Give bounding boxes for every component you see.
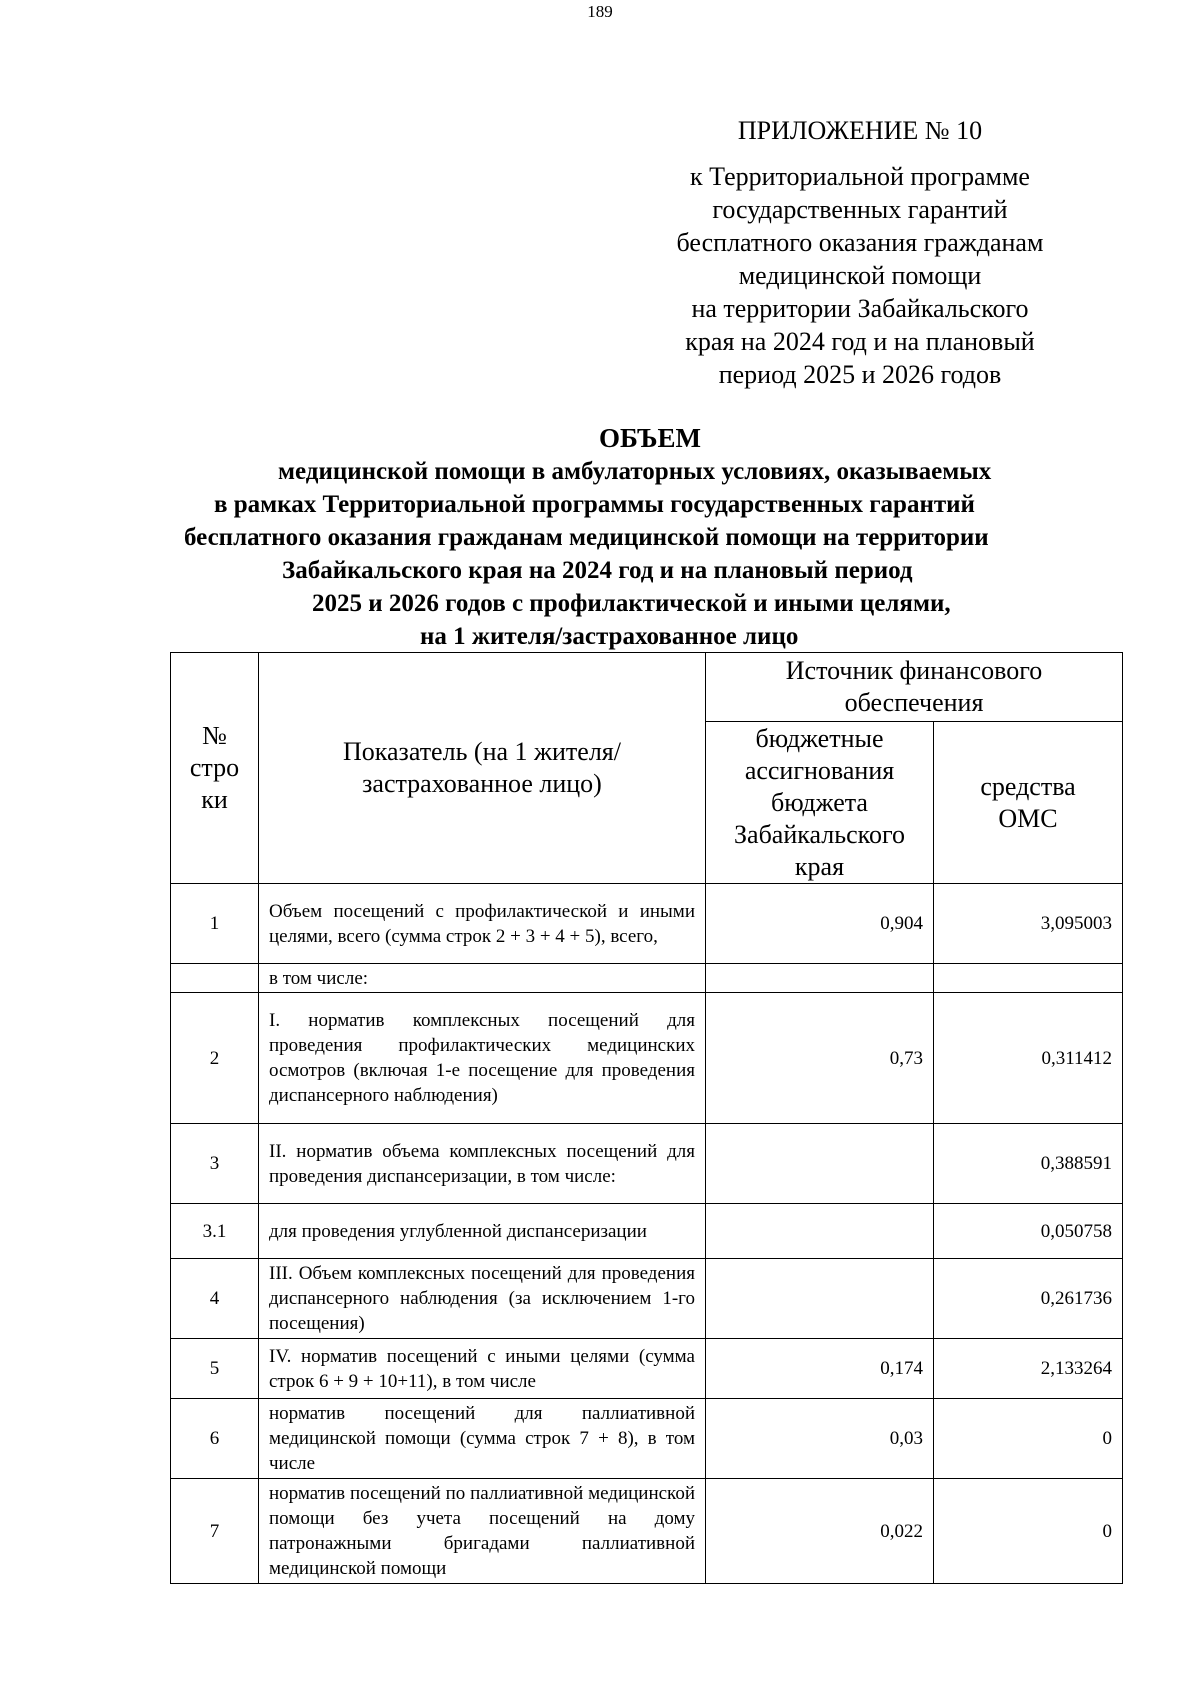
row-number: 2 xyxy=(171,993,259,1124)
appendix-line: края на 2024 год и на плановый xyxy=(685,327,1035,356)
row-indicator: Объем посещений с профилактической и иными целями, всего (сумма строк 2 + 3 + 4 + 5), всего, xyxy=(259,884,706,964)
row-oms-value xyxy=(934,964,1123,993)
row-budget-value xyxy=(706,1204,934,1259)
row-budget-value xyxy=(706,1259,934,1339)
row-budget-value xyxy=(706,1124,934,1204)
row-number: 5 xyxy=(171,1339,259,1399)
table-row xyxy=(171,993,1123,1124)
row-oms-value: 0,311412 xyxy=(934,993,1123,1124)
row-indicator: III. Объем комплексных посещений для проведения диспансерного наблюдения (за исключением 1-го посещения) xyxy=(259,1259,706,1339)
table-row xyxy=(171,964,1123,993)
header-budget: бюджетные ассигнования бюджета Забайкальского края xyxy=(706,722,934,884)
row-number: 3 xyxy=(171,1124,259,1204)
row-indicator: II. норматив объема комплексных посещений для проведения диспансеризации, в том числе: xyxy=(259,1124,706,1204)
row-oms-value: 0,388591 xyxy=(934,1124,1123,1204)
header-row-number: № стро ки xyxy=(171,653,259,884)
row-budget-value xyxy=(706,964,934,993)
row-indicator: для проведения углубленной диспансеризации xyxy=(259,1204,706,1259)
row-indicator: в том числе: xyxy=(259,964,706,993)
row-oms-value: 3,095003 xyxy=(934,884,1123,964)
row-number: 1 xyxy=(171,884,259,964)
row-budget-value: 0,73 xyxy=(706,993,934,1124)
row-oms-value: 0 xyxy=(934,1479,1123,1584)
row-oms-value: 0 xyxy=(934,1399,1123,1479)
appendix-line: медицинской помощи xyxy=(738,261,982,290)
document-title xyxy=(150,422,1150,653)
title-line: ОБЪЕМ xyxy=(599,423,701,453)
row-budget-value: 0,174 xyxy=(706,1339,934,1399)
row-number: 3.1 xyxy=(171,1204,259,1259)
row-indicator: I. норматив комплексных посещений для проведения профилактических медицинских осмотров (включая 1-е посещение для проведения диспансерного наблюдения) xyxy=(259,993,706,1124)
title-line: Забайкальского края на 2024 год и на плановый период xyxy=(282,557,913,584)
appendix-line: бесплатного оказания гражданам xyxy=(676,228,1044,257)
appendix-reference xyxy=(600,160,1120,391)
appendix-title: ПРИЛОЖЕНИЕ № 10 xyxy=(737,116,983,145)
row-budget-value: 0,03 xyxy=(706,1399,934,1479)
title-line: на 1 жителя/застрахованное лицо xyxy=(420,623,799,650)
appendix-line: государственных гарантий xyxy=(712,195,1008,224)
row-number xyxy=(171,964,259,993)
row-oms-value: 0,261736 xyxy=(934,1259,1123,1339)
table-row xyxy=(171,1399,1123,1479)
row-indicator: норматив посещений по паллиативной медицинской помощи без учета посещений на дому патронажными бригадами паллиативной медицинской помощи xyxy=(259,1479,706,1584)
row-oms-value: 0,050758 xyxy=(934,1204,1123,1259)
volume-table xyxy=(170,652,1123,1584)
appendix-line: на территории Забайкальского xyxy=(691,294,1029,323)
table-row xyxy=(171,1259,1123,1339)
table-row xyxy=(171,1339,1123,1399)
row-number: 6 xyxy=(171,1399,259,1479)
page-number: 189 xyxy=(587,2,613,21)
row-indicator: IV. норматив посещений с иными целями (сумма строк 6 + 9 + 10+11), в том числе xyxy=(259,1339,706,1399)
appendix-line: период 2025 и 2026 годов xyxy=(718,360,1002,389)
title-line: в рамках Территориальной программы государственных гарантий xyxy=(214,491,975,518)
row-budget-value: 0,904 xyxy=(706,884,934,964)
table-row xyxy=(171,1204,1123,1259)
header-funding-source: Источник финансового обеспечения xyxy=(706,653,1123,722)
row-number: 4 xyxy=(171,1259,259,1339)
row-indicator: норматив посещений для паллиативной медицинской помощи (сумма строк 7 + 8), в том числе xyxy=(259,1399,706,1479)
title-line: медицинской помощи в амбулаторных условиях, оказываемых xyxy=(278,458,992,485)
appendix-line: к Территориальной программе xyxy=(690,162,1030,191)
table-row xyxy=(171,1124,1123,1204)
title-line: бесплатного оказания гражданам медицинской помощи на территории xyxy=(184,524,989,551)
table-row xyxy=(171,884,1123,964)
title-line: 2025 и 2026 годов с профилактической и иными целями, xyxy=(312,590,951,617)
header-indicator: Показатель (на 1 жителя/застрахованное лицо) xyxy=(259,653,706,884)
row-budget-value: 0,022 xyxy=(706,1479,934,1584)
header-oms: средства ОМС xyxy=(934,722,1123,884)
table-row xyxy=(171,1479,1123,1584)
row-oms-value: 2,133264 xyxy=(934,1339,1123,1399)
row-number: 7 xyxy=(171,1479,259,1584)
